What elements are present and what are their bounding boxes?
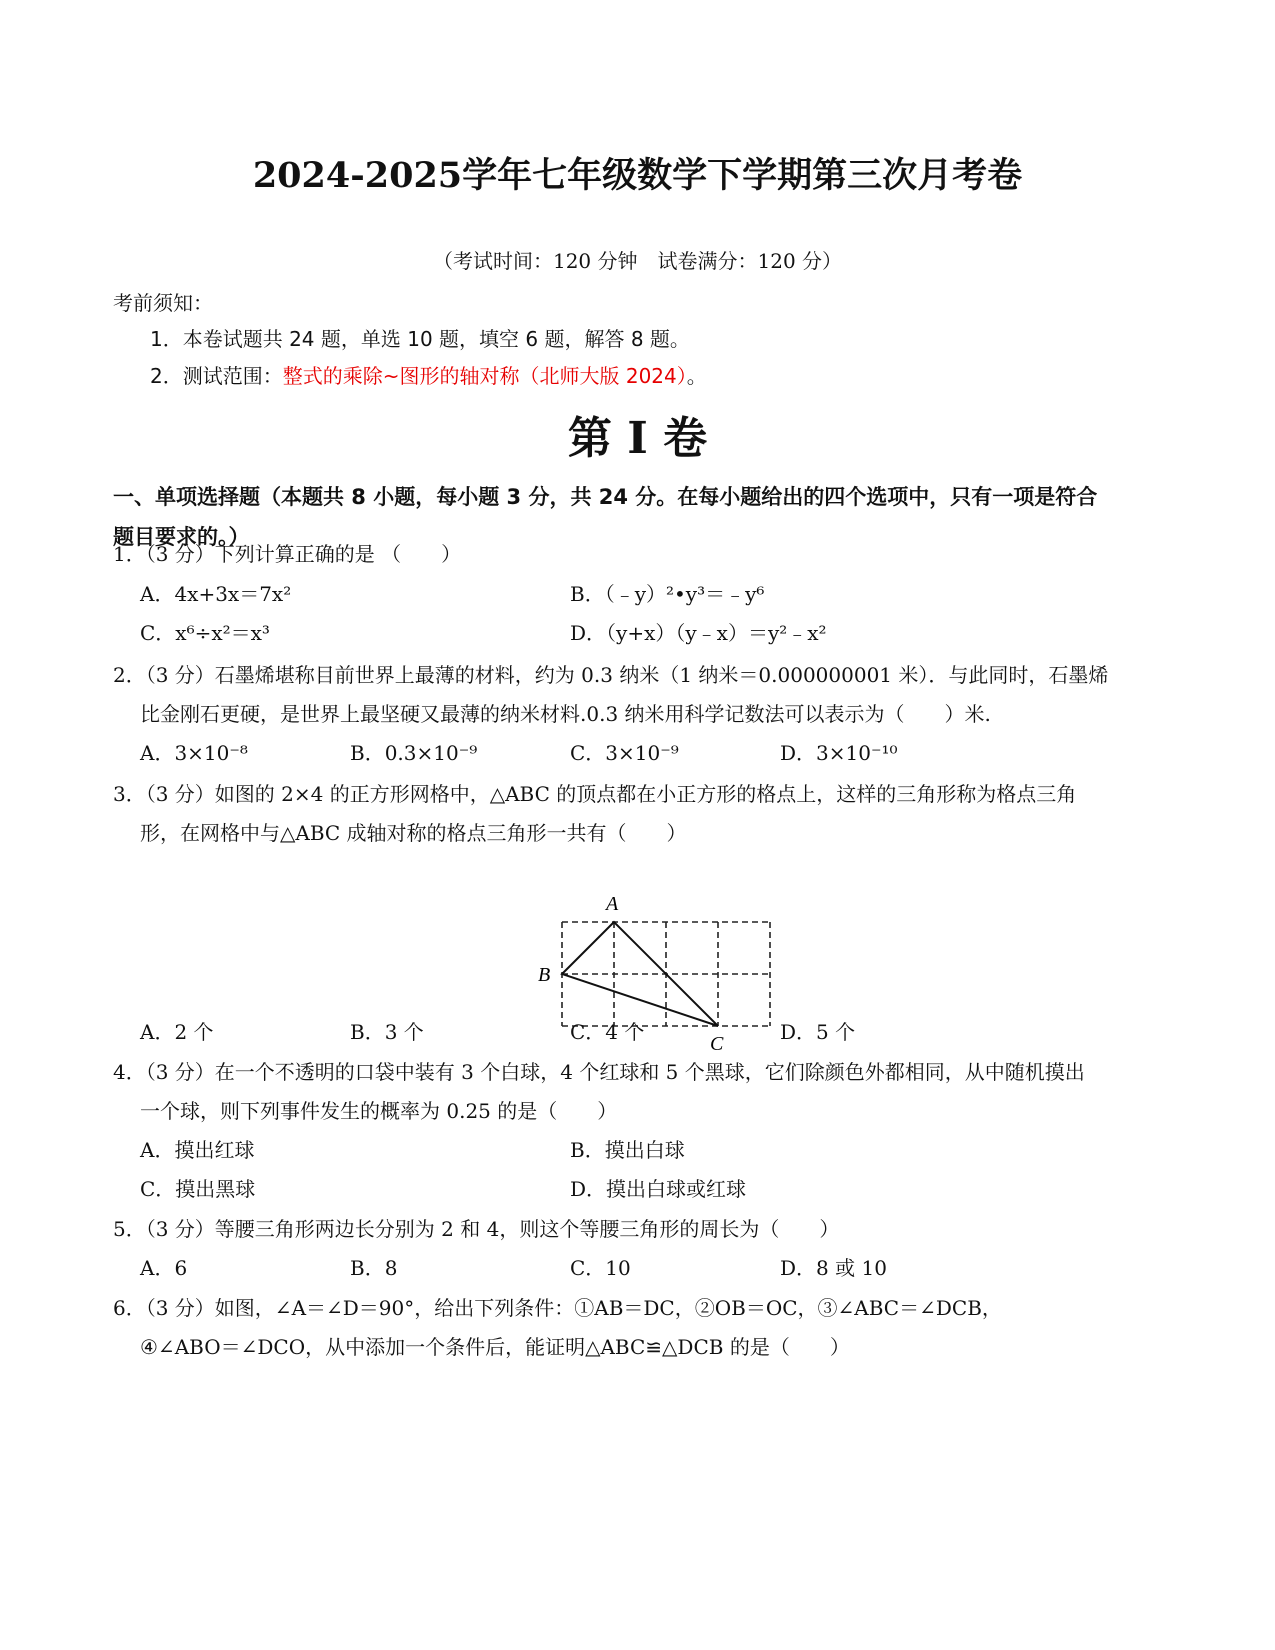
notice-test-scope: 整式的乘除~图形的轴对称（北师大版 2024） (282, 364, 687, 388)
section-heading-line2: 题目要求的。） (113, 525, 250, 549)
question-5-option-c: C．10 (570, 1256, 631, 1280)
question-6-line1: 6．（3 分）如图，∠A＝∠D＝90°，给出下列条件：①AB＝DC，②OB＝OC，③∠ABC＝∠DCB， (113, 1296, 1002, 1320)
question-5-stem: 5．（3 分）等腰三角形两边长分别为 2 和 4，则这个等腰三角形的周长为（ ） (113, 1217, 840, 1241)
question-2-line2: 比金刚石更硬，是世界上最坚硬又最薄的纳米材料.0.3 纳米用科学记数法可以表示为（ ）米. (140, 702, 991, 726)
question-4-option-c: C．摸出黑球 (140, 1177, 256, 1201)
question-4-option-d: D．摸出白球或红球 (570, 1177, 747, 1201)
notice-item-2 (150, 360, 707, 389)
question-5-option-a: A．6 (140, 1256, 188, 1280)
question-1-option-b: B．（﹣y）²•y³＝﹣y⁶ (570, 582, 765, 606)
notice-item-2-prefix: 2．测试范围： (150, 364, 283, 388)
section-heading-line1: 一、单项选择题（本题共 8 小题，每小题 3 分，共 24 分。在每小题给出的四个选项中，只有一项是符合 (113, 485, 1098, 509)
question-1-option-a: A．4x+3x＝7x² (140, 582, 292, 606)
question-4-option-b: B．摸出白球 (570, 1138, 685, 1162)
question-3-option-c: C．4 个 (570, 1020, 645, 1044)
question-2-option-c: C．3×10⁻⁹ (570, 741, 679, 765)
question-4-line2: 一个球，则下列事件发生的概率为 0.25 的是（ ） (140, 1099, 618, 1123)
question-3-option-a: A．2 个 (140, 1020, 214, 1044)
question-2-option-b: B．0.3×10⁻⁹ (350, 741, 478, 765)
question-1-option-c: C．x⁶÷x²＝x³ (140, 621, 270, 645)
question-3-line2: 形，在网格中与△ABC 成轴对称的格点三角形一共有（ ） (140, 821, 687, 845)
exam-title: 2024-2025学年七年级数学下学期第三次月考卷 (252, 155, 1023, 196)
notice-item-2-suffix: 。 (686, 364, 707, 388)
question-6-line2: ④∠ABO＝∠DCO，从中添加一个条件后，能证明△ABC≌△DCB 的是（ ） (140, 1335, 850, 1359)
vertex-label-b: B (538, 964, 551, 986)
exam-subtitle: （考试时间：120 分钟 试卷满分：120 分） (432, 249, 843, 273)
question-5-option-d: D．8 或 10 (780, 1256, 887, 1280)
question-3-line1: 3．（3 分）如图的 2×4 的正方形网格中，△ABC 的顶点都在小正方形的格点上，这样的三角形称为格点三角 (113, 782, 1077, 806)
question-5-option-b: B．8 (350, 1256, 398, 1280)
vertex-label-c: C (710, 1033, 724, 1050)
question-3-option-d: D．5 个 (780, 1020, 856, 1044)
question-4-line1: 4．（3 分）在一个不透明的口袋中装有 3 个白球，4 个红球和 5 个黑球，它们除颜色外都相同，从中随机摸出 (113, 1060, 1085, 1084)
question-2-option-d: D．3×10⁻¹⁰ (780, 741, 898, 765)
notice-item-1: 1．本卷试题共 24 题，单选 10 题，填空 6 题，解答 8 题。 (150, 327, 690, 351)
question-2-option-a: A．3×10⁻⁸ (140, 741, 248, 765)
question-1-option-d: D．（y+x）（y﹣x）＝y²﹣x² (570, 621, 827, 645)
question-4-option-a: A．摸出红球 (140, 1138, 255, 1162)
notice-heading: 考前须知： (113, 291, 213, 315)
question-2-line1: 2．（3 分）石墨烯堪称目前世界上最薄的材料，约为 0.3 纳米（1 纳米＝0.000000001 米）．与此同时，石墨烯 (113, 663, 1109, 687)
vertex-label-a: A (606, 893, 619, 915)
volume-heading: 第 I 卷 (567, 413, 708, 464)
question-1-stem: 1．（3 分）下列计算正确的是 （ ） (113, 542, 462, 566)
grid-triangle-figure (520, 880, 780, 1050)
question-3-option-b: B．3 个 (350, 1020, 424, 1044)
